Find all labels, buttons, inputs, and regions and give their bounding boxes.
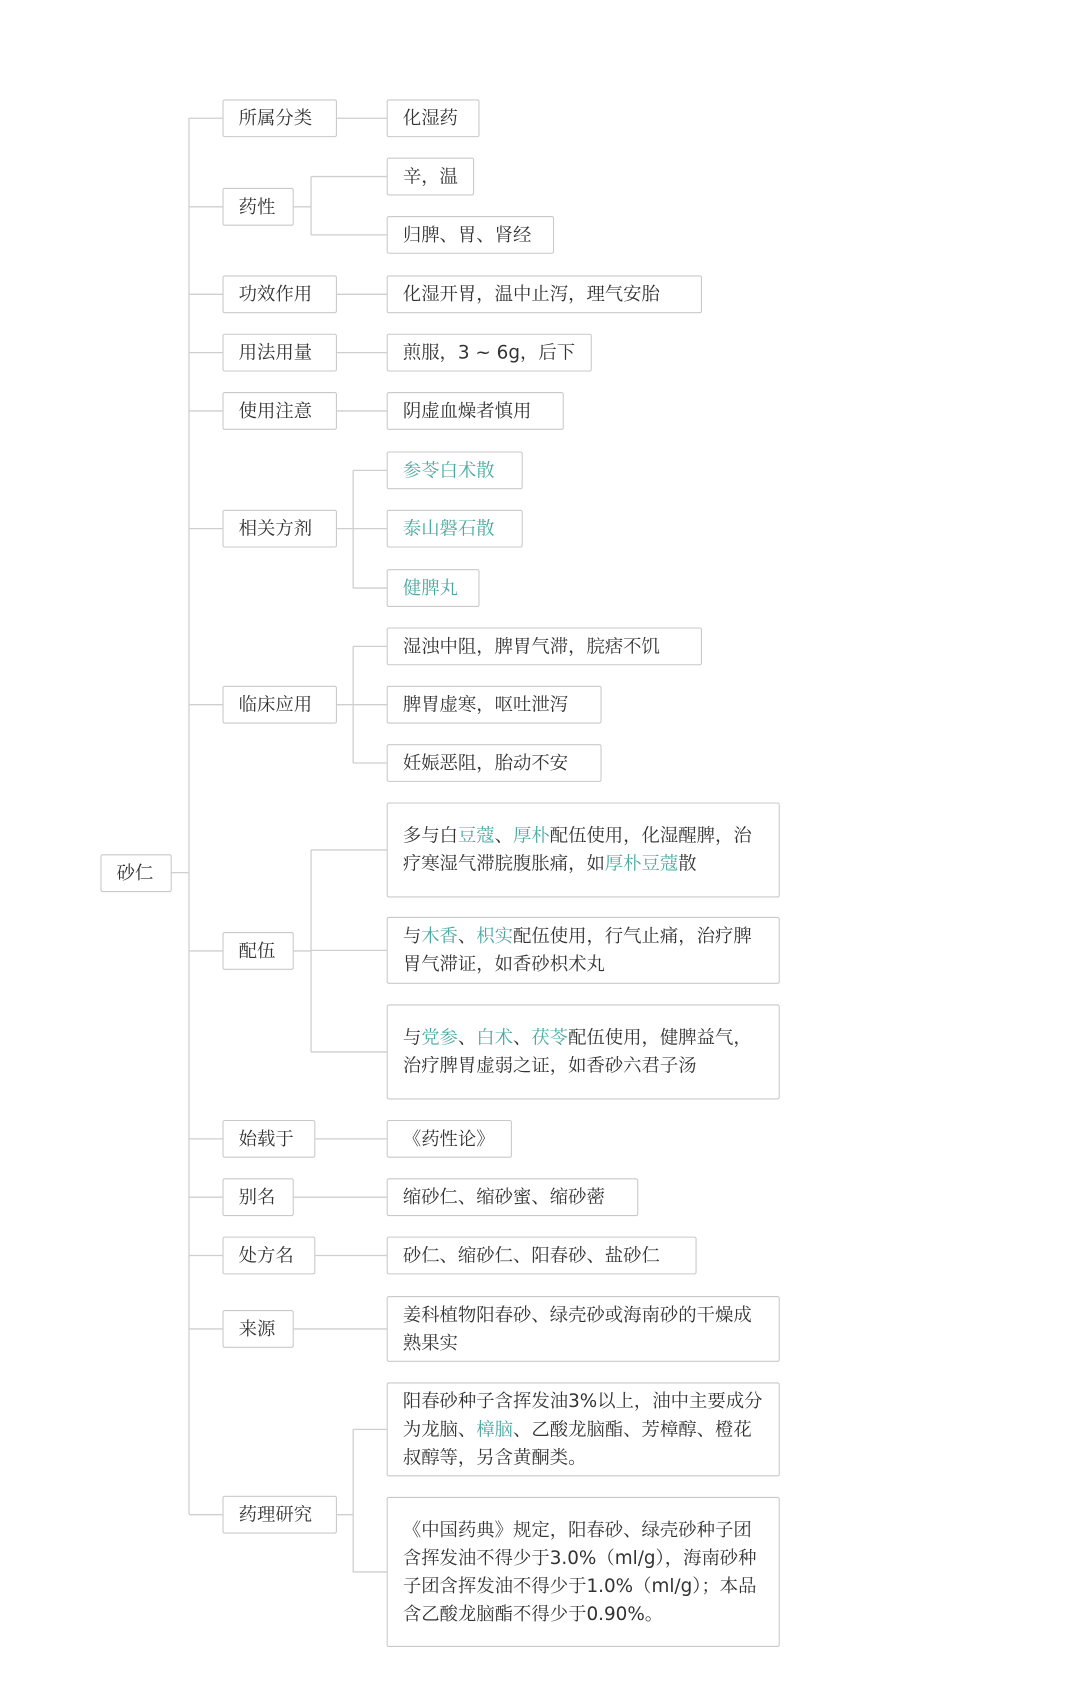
leaf-text <box>403 1301 764 1357</box>
branch-label: 配伍 <box>238 940 276 962</box>
highlighted-link[interactable]: 白术 <box>476 1027 513 1049</box>
leaf-text <box>403 339 575 367</box>
leaf-text <box>403 221 532 249</box>
leaf-text <box>403 822 764 878</box>
leaf-node[interactable] <box>387 686 602 724</box>
leaf-node[interactable] <box>387 1296 780 1362</box>
highlighted-link[interactable]: 参苓白术散 <box>402 459 495 482</box>
root-label: 砂仁 <box>116 862 154 884</box>
branch-node[interactable] <box>222 1237 315 1275</box>
branch-label: 临床应用 <box>238 693 313 716</box>
text-segment: 《药性论》 <box>402 1128 495 1150</box>
leaf-node[interactable] <box>387 1237 697 1275</box>
leaf-node[interactable] <box>387 627 702 665</box>
root-node[interactable] <box>100 854 171 892</box>
text-segment: 辛，温 <box>402 165 458 188</box>
branch-label: 所属分类 <box>238 107 313 130</box>
leaf-node[interactable] <box>387 334 592 372</box>
text-segment: 脾胃虚寒，呕吐泄泻 <box>402 693 569 716</box>
highlighted-link[interactable]: 厚朴 <box>513 825 550 847</box>
text-segment: 配伍使用，行气止痛，治疗脾胃气滞证，如香砂枳术丸 <box>402 925 752 976</box>
branch-label: 处方名 <box>238 1244 294 1267</box>
text-segment: 姜科植物阳春砂、绿壳砂或海南砂的干燥成熟果实 <box>402 1304 752 1354</box>
leaf-node[interactable] <box>387 802 780 897</box>
branch-label: 使用注意 <box>238 400 313 422</box>
highlighted-link[interactable]: 木香 <box>421 925 458 948</box>
text-segment: 、 <box>457 1027 477 1049</box>
leaf-text <box>403 749 568 777</box>
branch-label: 功效作用 <box>238 283 313 306</box>
leaf-text <box>403 397 532 425</box>
leaf-text <box>403 691 568 719</box>
branch-node[interactable] <box>222 1178 293 1216</box>
branch-label: 别名 <box>238 1186 276 1208</box>
leaf-node[interactable] <box>387 917 780 984</box>
text-segment: 《中国药典》规定，阳春砂、绿壳砂种子团含挥发油不得少于3.0%（ml/g），海南砂种子团含挥发油不得少于1.0%（ml/g）；本品含乙酸龙脑酯不得少于0.90%。 <box>402 1519 757 1625</box>
text-segment: 、乙酸龙脑酯、芳樟醇、橙花叔醇等，另含黄酮类。 <box>402 1418 752 1469</box>
leaf-node[interactable] <box>387 1178 639 1216</box>
leaf-node[interactable] <box>387 744 602 782</box>
branch-node[interactable] <box>222 510 336 548</box>
leaf-node[interactable] <box>387 392 564 430</box>
text-segment: 煎服，3 ~ 6g，后下 <box>402 341 576 364</box>
leaf-text <box>403 1387 764 1471</box>
text-segment: 阴虚血燥者慎用 <box>402 400 532 422</box>
text-segment: 缩砂仁、缩砂蜜、缩砂蔤 <box>402 1186 605 1208</box>
leaf-node[interactable] <box>387 1382 780 1476</box>
branch-node[interactable] <box>222 1120 315 1158</box>
branch-node[interactable] <box>222 275 336 313</box>
leaf-node[interactable] <box>387 1004 780 1099</box>
text-segment: 归脾、胃、肾经 <box>402 224 532 246</box>
leaf-node[interactable] <box>387 275 702 313</box>
leaf-node[interactable] <box>387 216 554 254</box>
branch-label: 用法用量 <box>238 341 313 364</box>
text-segment: 阳春砂种子含挥发油3%以上，油中主要成分为龙脑、 <box>402 1390 763 1441</box>
leaf-text <box>403 456 495 484</box>
text-segment: 与 <box>402 1027 422 1049</box>
leaf-node[interactable] <box>387 510 523 548</box>
leaf-text <box>403 574 458 602</box>
branch-node[interactable] <box>222 334 336 372</box>
text-segment: 化湿开胃，温中止泻，理气安胎 <box>402 283 660 306</box>
highlighted-link[interactable]: 党参 <box>421 1027 458 1049</box>
text-segment: 配伍使用，健脾益气，治疗脾胃虚弱之证，如香砂六君子汤 <box>402 1027 752 1077</box>
text-segment: 与 <box>402 925 422 948</box>
leaf-node[interactable] <box>387 569 480 607</box>
leaf-text <box>403 1183 605 1211</box>
leaf-text <box>403 104 458 132</box>
leaf-text <box>403 1024 764 1080</box>
branch-label: 始载于 <box>238 1128 294 1150</box>
text-segment: 、 <box>457 925 477 948</box>
branch-node[interactable] <box>222 188 293 226</box>
highlighted-link[interactable]: 枳实 <box>476 925 513 948</box>
text-segment: 妊娠恶阻，胎动不安 <box>402 752 569 774</box>
highlighted-link[interactable]: 泰山磐石散 <box>402 517 495 540</box>
leaf-text <box>403 1125 495 1153</box>
branch-node[interactable] <box>222 99 336 137</box>
text-segment: 多与白 <box>402 825 458 847</box>
leaf-text <box>403 515 495 543</box>
branch-label: 来源 <box>238 1318 276 1340</box>
leaf-text <box>403 163 458 191</box>
text-segment: 、 <box>494 825 513 847</box>
highlighted-link[interactable]: 健脾丸 <box>402 577 458 599</box>
branch-label: 药性 <box>238 196 276 218</box>
branch-node[interactable] <box>222 1496 336 1534</box>
text-segment: 化湿药 <box>402 107 458 130</box>
text-segment: 砂仁、缩砂仁、阳春砂、盐砂仁 <box>402 1244 660 1267</box>
leaf-text <box>403 280 660 308</box>
text-segment: 配伍使用，化湿醒脾，治疗寒湿气滞脘腹胀痛，如 <box>402 825 752 875</box>
text-segment: 、 <box>513 1027 532 1049</box>
branch-node[interactable] <box>222 932 293 970</box>
leaf-text <box>403 632 660 660</box>
branch-node[interactable] <box>222 1310 293 1348</box>
highlighted-link[interactable]: 厚朴豆蔻 <box>604 853 679 875</box>
highlighted-link[interactable]: 豆蔻 <box>457 825 495 847</box>
leaf-node[interactable] <box>387 158 474 196</box>
text-segment: 散 <box>678 853 697 875</box>
text-segment: 湿浊中阻，脾胃气滞，脘痞不饥 <box>402 635 660 658</box>
highlighted-link[interactable]: 樟脑 <box>476 1418 513 1441</box>
branch-node[interactable] <box>222 686 336 724</box>
leaf-node[interactable] <box>387 1120 512 1158</box>
branch-label: 药理研究 <box>238 1503 313 1526</box>
highlighted-link[interactable]: 茯苓 <box>531 1027 569 1049</box>
leaf-node[interactable] <box>387 99 480 137</box>
branch-node[interactable] <box>222 392 336 430</box>
leaf-text <box>403 922 764 978</box>
leaf-node[interactable] <box>387 1497 780 1647</box>
branch-label: 相关方剂 <box>238 517 313 540</box>
leaf-text <box>403 1241 660 1269</box>
leaf-node[interactable] <box>387 451 523 489</box>
leaf-text <box>403 1516 764 1628</box>
